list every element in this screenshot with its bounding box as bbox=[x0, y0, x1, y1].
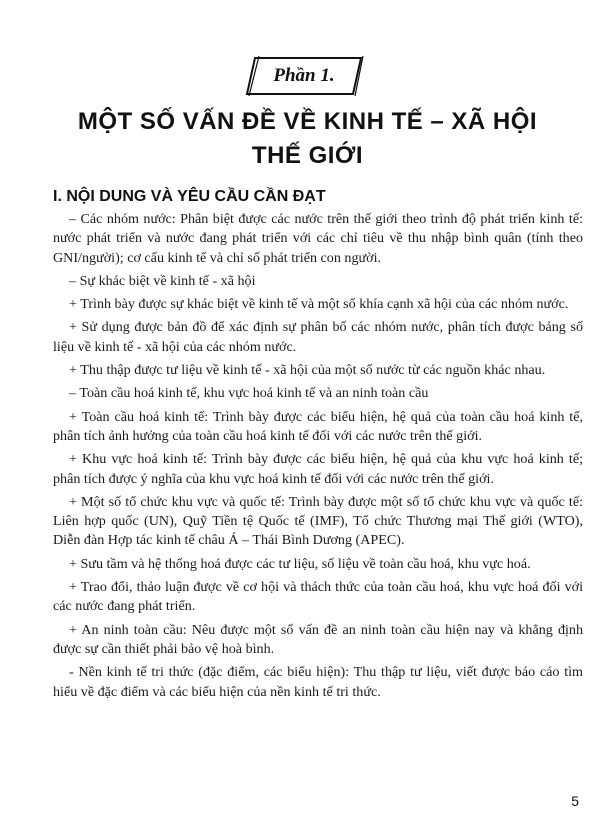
paragraph: + Sưu tầm và hệ thống hoá được các tư liệu, số liệu về toàn cầu hoá, khu vực hoá. bbox=[69, 555, 531, 572]
paragraph: - Nền kinh tế tri thức (đặc điểm, các biểu hiện): Thu thập tư liệu, viết được báo cáo tìm hiểu về đặc điểm và các biểu hiện của nền kinh tế tri thức. bbox=[53, 664, 583, 700]
paragraph: – Sự khác biệt về kinh tế - xã hội bbox=[69, 272, 256, 289]
chapter-title-line2: THẾ GIỚI bbox=[251, 142, 364, 169]
paragraph: + Sử dụng được bản đồ để xác định sự phân bố các nhóm nước, phân tích được bảng số liệu về kinh tế - xã hội của các nhóm nước. bbox=[53, 319, 583, 355]
part-badge bbox=[243, 55, 365, 97]
page-number: 5 bbox=[571, 793, 579, 809]
part-label: Phần 1. bbox=[273, 65, 335, 86]
paragraph: + Trao đổi, thảo luận được về cơ hội và thách thức của toàn cầu hoá, khu vực hoá đối với các nước đang phát triển. bbox=[53, 579, 583, 615]
chapter-title-line1: MỘT SỐ VẤN ĐỀ VỀ KINH TẾ – XÃ HỘI bbox=[77, 108, 538, 135]
section-content bbox=[53, 210, 583, 706]
paragraph: + An ninh toàn cầu: Nêu được một số vấn đề an ninh toàn cầu hiện nay và khẳng định được sự cần thiết phải bảo vệ hoà bình. bbox=[53, 621, 583, 657]
paragraph: – Toàn cầu hoá kinh tế, khu vực hoá kinh tế và an ninh toàn cầu bbox=[69, 385, 429, 402]
section-heading: I. NỘI DUNG VÀ YÊU CẦU CẦN ĐẠT bbox=[53, 188, 326, 205]
paragraph: + Khu vực hoá kinh tế: Trình bày được các biểu hiện, hệ quả của khu vực hoá kinh tế; phân tích được ý nghĩa của khu vực hoá kinh tế đối với các nước trên thế giới. bbox=[53, 451, 583, 487]
paragraph: – Các nhóm nước: Phân biệt được các nước trên thế giới theo trình độ phát triển kinh tế: nước phát triển và nước đang phát triển với các chỉ tiêu về thu nhập bình quân (tính theo GNI/người); cơ cấu kinh tế và chỉ số phát triển con người. bbox=[53, 211, 583, 266]
paragraph: + Toàn cầu hoá kinh tế: Trình bày được các biểu hiện, hệ quả của toàn cầu hoá kinh tế, phân tích ảnh hưởng của toàn cầu hoá kinh tế đối với các nước trên thế giới. bbox=[53, 408, 583, 444]
paragraph: + Một số tổ chức khu vực và quốc tế: Trình bày được một số tổ chức khu vực và quốc tế: Liên hợp quốc (UN), Quỹ Tiền tệ Quốc tế (IMF), Tổ chức Thương mại Thế giới (WTO), Diễn đàn Hợp tác kinh tế châu Á – Thái Bình Dương (APEC). bbox=[53, 493, 583, 549]
paragraph: + Thu thập được tư liệu về kinh tế - xã hội của một số nước từ các nguồn khác nhau. bbox=[69, 362, 546, 379]
paragraph: + Trình bày được sự khác biệt về kinh tế và một số khía cạnh xã hội của các nhóm nước. bbox=[69, 296, 569, 313]
